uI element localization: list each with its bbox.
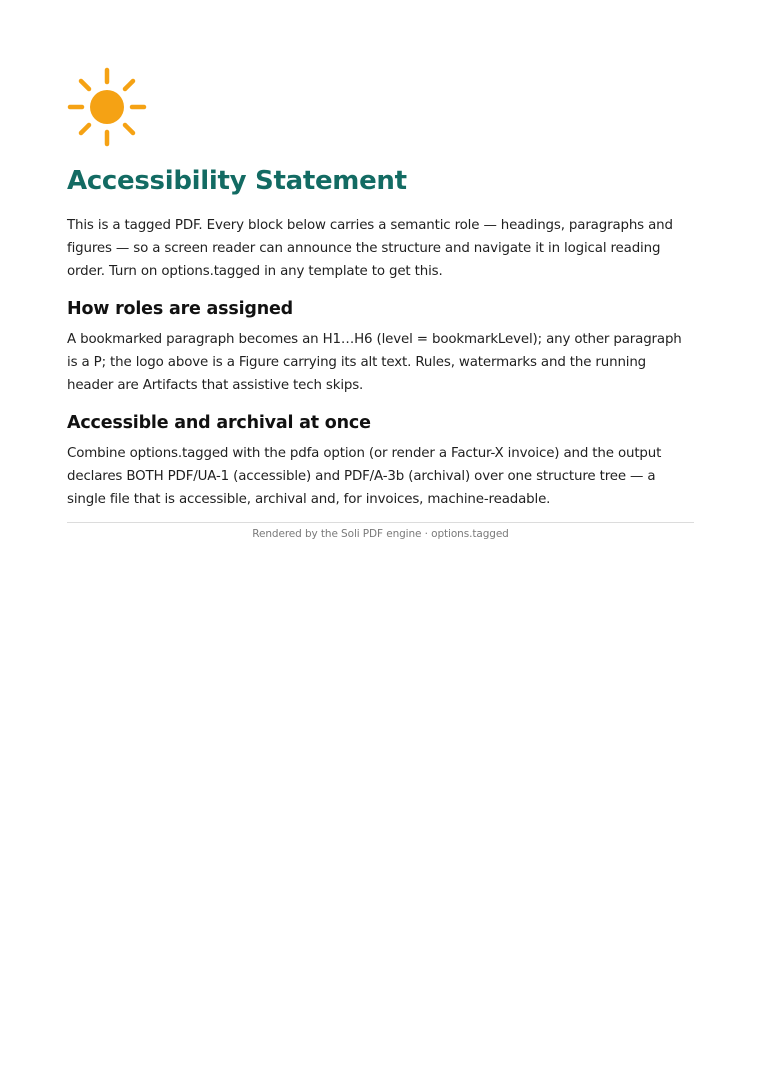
- intro-paragraph: This is a tagged PDF. Every block below carries a semantic role — headings, paragraphs and figures — so a screen reader can announce the structure and navigate it in logical reading order. Turn on options.tagged in any template to get this.: [67, 218, 673, 279]
- footer-text: Rendered by the Soli PDF engine · options.tagged: [252, 528, 509, 540]
- sun-icon: [67, 67, 147, 147]
- page-title: Accessibility Statement: [67, 166, 407, 196]
- section-body-archival: Combine options.tagged with the pdfa option (or render a Factur-X invoice) and the output declares BOTH PDF/UA-1 (accessible) and PDF/A-3b (archival) over one structure tree — a single file that is accessible, archival and, for invoices, machine-readable.: [67, 446, 662, 507]
- section-heading-roles: How roles are assigned: [67, 299, 293, 319]
- section-heading-archival: Accessible and archival at once: [67, 413, 371, 433]
- section-body-roles: A bookmarked paragraph becomes an H1…H6 (level = bookmarkLevel); any other paragraph is a P; the logo above is a Figure carrying its alt text. Rules, watermarks and the running header are Artifacts that assistive tech skips.: [67, 332, 682, 393]
- footer-divider: [67, 522, 694, 523]
